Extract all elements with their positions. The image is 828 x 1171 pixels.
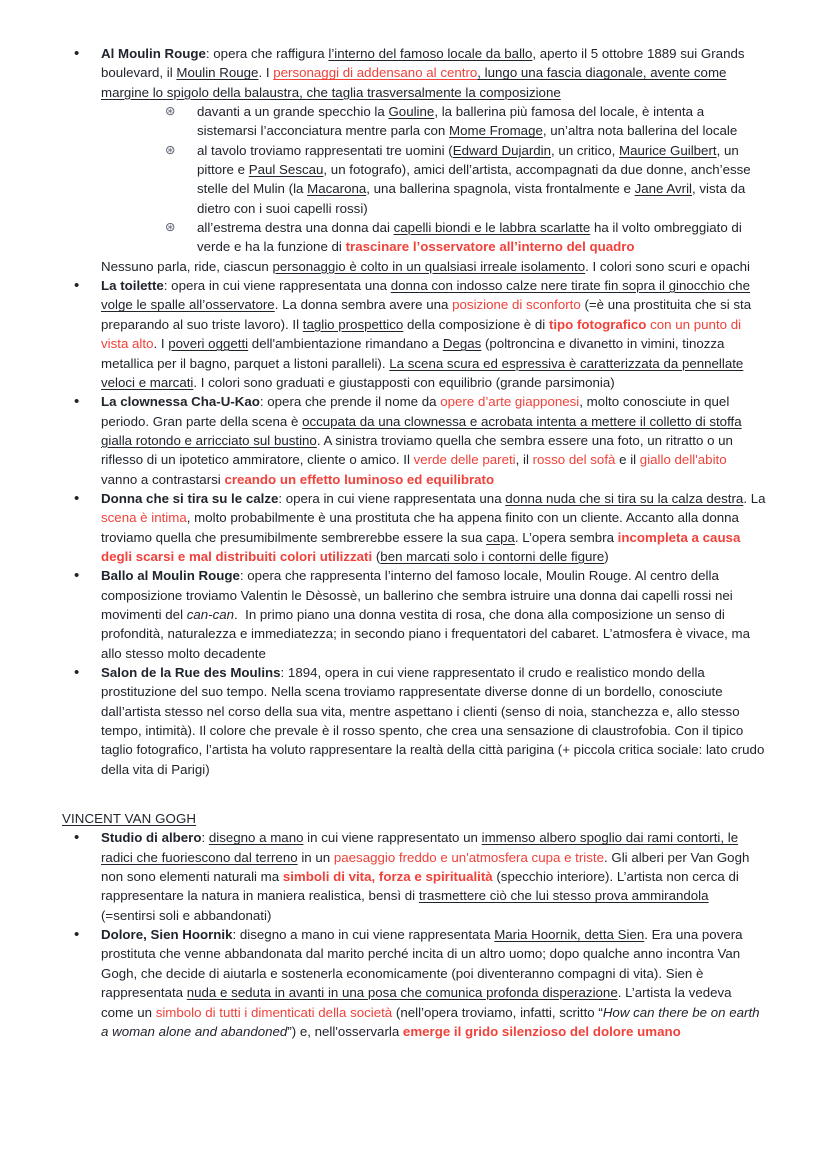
list-item [62, 925, 766, 1041]
list-item [62, 276, 766, 392]
list-item: ⊛ al tavolo troviamo rappresentati tre uomini (Edward Dujardin, un critico, Maurice Guilbert, un pittore e Paul Sescau, un fotografo), amici dell’artista, accompagnati da due donne, anch’esse stelle del Mulin (la Macarona, una ballerina spagnola, vista frontalmente e Jane Avril, vista da dietro con i suoi capelli rossi) [157, 141, 766, 218]
work-paragraph: • Dolore, Sien Hoornik: disegno a mano in cui viene rappresentata Maria Hoornik, detta Sien. Era una povera prostituta che venne abbandonata dal marito perché incita di un altro uomo; dopo qualche anno incontra Van Gogh, che decide di aiutarla e sostenerla economicamente (poi diventeranno compagni di vita). Sien è rappresentata nuda e seduta in avanti in una posa che comunica profonda disperazione. L’artista la vedeva come un simbolo di tutti i dimenticati della società (nell’opera troviamo, infatti, scritto “How can there be on earth a woman alone and abandoned”) e, nell'osservarla emerge il grido silenzioso del dolore umano [101, 927, 760, 1039]
list-item [62, 663, 766, 779]
work-paragraph: • La toilette: opera in cui viene rappresentata una donna con indosso calze nere tirate fin sopra il ginocchio che volge le spalle all’osservatore. La donna sembra avere una posizione di sconforto (=è una prostituita che si sta preparando al suo triste lavoro). Il taglio prospettico della composizione è di tipo fotografico con un punto di vista alto. I poveri oggetti dell'ambientazione rimandano a Degas (poltroncina e divanetto in vimini, tinozza metallica per il bagno, parquet a listoni paralleli). La scena scura ed espressiva è caratterizzata da pennellate veloci e marcati. I colori sono graduati e giustapposti con equilibrio (grande parsimonia) [101, 278, 752, 390]
work-paragraph: • Donna che si tira su le calze: opera in cui viene rappresentata una donna nuda che si tira su la calza destra. La scena è intima, molto probabilmente è una prostituta che ha appena finito con un cliente. Accanto alla donna troviamo quella che presumibilmente sembrerebbe essere la sua capa. L’opera sembra incompleta a causa degli scarsi e mal distribuiti colori utilizzati (ben marcati solo i contorni delle figure) [101, 490, 766, 564]
toulouse-lautrec-works-list [62, 44, 766, 779]
van-gogh-works-list [62, 828, 766, 1041]
work-paragraph: • Salon de la Rue des Moulins: 1894, opera in cui viene rappresentato il crudo e realistico mondo della prostituzione del suo tempo. Nella scena troviamo rappresentate diverse donne di un bordello, conosciute dall’artista stesso nel corso della sua vita, mentre aspettano i clienti (senso di noia, stanchezza e, allo stesso tempo, intimità). Il colore che prevale è il rosso spento, che crea una sensazione di claustrofobia. Con il tipico taglio fotografico, l’artista ha voluto rappresentare la realtà della città parigina (+ piccola critica sociale: lato crudo della vita di Parigi) [101, 665, 765, 777]
work-closing-paragraph: Nessuno parla, ride, ciascun personaggio è colto in un qualsiasi irreale isolamento. I colori sono scuri e opachi [101, 258, 750, 274]
section-heading-vincent-van-gogh: VINCENT VAN GOGH [62, 811, 197, 827]
list-item: ⊛ all’estrema destra una donna dai capelli biondi e le labbra scarlatte ha il volto ombreggiato di verde e ha la funzione di trascinare l’osservatore all’interno del quadro [157, 218, 766, 257]
list-item: ⊛ davanti a un grande specchio la Gouline, la ballerina più famosa del locale, è intenta a sistemarsi l’acconciatura mentre parla con Mome Fromage, un’altra nota ballerina del locale [157, 102, 766, 141]
al-moulin-rouge-subitems [101, 102, 766, 257]
list-item [62, 566, 766, 663]
work-paragraph: • Studio di albero: disegno a mano in cui viene rappresentato un immenso albero spoglio dai rami contorti, le radici che fuoriescono dal terreno in un paesaggio freddo e un'atmosfera cupa e triste. Gli alberi per Van Gogh non sono elementi naturali ma simboli di vita, forza e spiritualità (specchio interiore). L’artista non cerca di rappresentare la natura in maniera realistica, bensì di trasmettere ciò che lui stesso prova ammirandola (=sentirsi soli e abbandonati) [101, 830, 750, 923]
work-paragraph: • Ballo al Moulin Rouge: opera che rappresenta l’interno del famoso locale, Moulin Rouge. Al centro della composizione troviamo Valentin le Dèsossè, un ballerino che sembra istruire una donna dai capelli rossi nei movimenti del can-can. In primo piano una donna vestita di rosa, che dona alla composizione un senso di profondità, naturalezza e immediatezza; in secondo piano i frequentatori del cabaret. L’atmosfera è vivace, ma allo stesso molto decadente [101, 568, 750, 661]
list-item [62, 44, 766, 276]
list-item [62, 489, 766, 566]
section-spacer [62, 779, 766, 809]
document-body [62, 44, 766, 1041]
list-item [62, 392, 766, 489]
work-paragraph: • Al Moulin Rouge: opera che raffigura l’interno del famoso locale da ballo, aperto il 5 ottobre 1889 sui Grands boulevard, il Moulin Rouge. I personaggi di addensano al centro, lungo una fascia diagonale, avente come margine lo spigolo della balaustra, che taglia trasversalmente la composizione [101, 46, 745, 100]
work-paragraph: • La clownessa Cha-U-Kao: opera che prende il nome da opere d’arte giapponesi, molto conosciute in quel periodo. Gran parte della scena è occupata da una clownessa e acrobata intenta a mettere il colletto di stoffa gialla rotondo e arricciato sul bustino. A sinistra troviamo quella che sembra essere una foto, un ritratto o un riflesso di un ipotetico ammiratore, cliente o amico. Il verde delle pareti, il rosso del sofà e il giallo dell'abito vanno a contrastarsi creando un effetto luminoso ed equilibrato [101, 394, 742, 487]
list-item [62, 828, 766, 925]
